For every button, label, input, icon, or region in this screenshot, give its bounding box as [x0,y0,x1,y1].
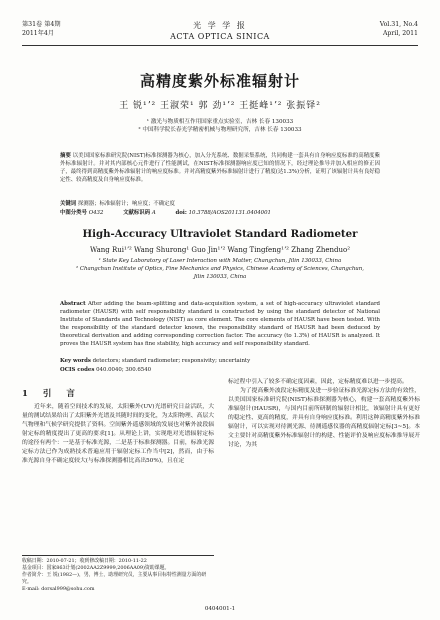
keywords-zh [60,200,380,208]
journal-name-en: ACTA OPTICA SINICA [170,32,270,41]
authors-zh: 王 锐¹ʼ² 王淑荣¹ 郭 劲¹ʼ² 王挺峰¹ʼ² 张振铎² [119,101,321,111]
journal-name-zh: 光 学 学 报 [193,21,247,30]
affiliation-en-1: ¹ State Key Laboratory of Laser Interaction with Matter, Changchun, Jilin 130033, China [98,258,342,264]
affiliation-zh-1: ¹ 激光与物质相互作用国家重点实验室，吉林 长春 130033 [146,119,294,125]
clc-label: 中图分类号 [60,210,87,216]
section-title-introduction: 1 引 言 [22,389,81,399]
classification-row [60,209,380,217]
keywords-zh-label: 关键词 [60,201,77,207]
intro-paragraph-2: 为了提高紫外波段定标精度及进一步验证标准光源定标方法的有效性，以美国国家标准研究院(NIST)标准探测器为核心，构建一套高精度紫外标准辐射计(HAUSR)，与国内目前所研制的辐射计相比，该辐射计具有更好的稳定性、更高的精度，并具有自身响应度标准。利用这种高精度紫外标准辐射计，可以实现对待测光源、待测遥感仪器的高精度辐射定标[3~5]。本文主要针对高精度紫外标准辐射计的构建、性能评价及响应度标准推导展开讨论，为其 [228,388,420,448]
doc-code-value: A [151,210,156,216]
header-volume-en: Vol.31, No.4 [379,21,418,28]
doi-value: 10.3788/AOS201131.0404001 [188,210,271,216]
header-date-zh: 2011年4月 [22,30,55,37]
affiliation-zh-2: ² 中国科学院长春光学精密机械与物理研究所，吉林 长春 130033 [138,127,302,133]
intro-paragraph-1: 近年来，随着空间技术的发展，太阳紫外(UV)光谱研究日益活跃，大量的测试结果给出了太阳紫外光谱及其随时间的变化，为太阳物理、高层大气物理和气候学研究提供了资料。空间紫外遥感领域的发展也对紫外波段辐射定标的精度提出了更高的要求[1]。从理论上讲，实现绝对光谱辐射定标的途径有两个：一是基于标准光源，二是基于标准探测器。目前，标准光源定标方法已作为成熟技术普遍应用于辐射定标工作当中[2]，然而，由于标准光源自身不确定度较大(与标准探测器相比高出50%)，且在定 [22,404,214,464]
abstract-zh [60,152,380,184]
keywords-en [60,357,380,365]
affiliations-zh [0,118,440,134]
ocis-label: OCIS codes [60,367,95,373]
ocis-codes [60,366,380,374]
abstract-en-text: After adding the beam-splitting and data-acquisition system, a set of high-accuracy ultraviolet standard radiometer (HAUSR) with self responsibility standard is constructed by using the standard detector of National Institute of Standards and Technology (NIST) as core element. The core elements of HAUSR have been tested. With the responsibility of the standard detector known, the responsibility standard of HAUSR had been deduced by theoretical derivation and adding corresponding correction factor. The accuracy (to 1.3%) of HAUSR is analyzed. It proves the HAUSR system has fine stability, high accuracy and self responsibility standard. [60,301,380,347]
paper-title-en: High-Accuracy Ultraviolet Standard Radiometer [82,228,358,240]
running-header [22,20,418,46]
abstract-zh-label: 摘要 [60,153,71,159]
footnote-funding: 基金项目：国家863计划(2002AA2Z9999,2006AA09)资助课题。 [22,565,170,571]
keywords-en-label: Key words [60,358,91,364]
column-right [228,378,420,450]
abstract-zh-text: 以美国国家标准研究院(NIST)标准探测器为核心，加入分光系统、数据采集系统，共同构建一套具有自身响应度标准的高精度紫外标准辐射计。并对其内部核心元件进行了性能测试，在NIST标准探测器响应度已知的情况下，经过理论推导并加入相应的修正因子，最终得到高精度紫外标准辐射计的响应度标准。并对高精度紫外标准辐射计进行了精度(达1.3%)分析，证明了该辐射计具有良好稳定性、较高精度及自身响应度标准。 [60,153,380,183]
affiliations-en [72,257,368,281]
header-center [22,20,418,42]
header-date-en: April, 2011 [382,30,418,37]
authors-en: Wang Rui¹ʼ² Wang Shurong¹ Guo Jin¹ʼ² Wang Tingfeng¹ʼ² Zhang Zhenduo² [89,246,351,254]
abstract-en [60,300,380,348]
paper-title-zh: 高精度紫外标准辐射计 [139,72,300,90]
doc-code-label: 文献标识码 [123,210,151,216]
header-volume-issue: 第31卷 第4期 [22,21,61,28]
footnote-received: 收稿日期：2010-07-21；收到修改稿日期：2010-11-22 [22,558,147,564]
footnote-author-bio: 作者简介：王 锐(1982—)，男，博士，助理研究员，主要从事目标特性测量方面的研究。 [22,572,207,585]
keywords-zh-text: 探测器；标准辐射计；响应度；不确定度 [77,201,175,207]
affiliation-en-2: ² Changchun Institute of Optics, Fine Mechanics and Physics, Chinese Academy of Sciences, Changchun, Jilin 130033, China [76,266,364,280]
abstract-en-label: Abstract [60,301,86,307]
page-number: 0404001-1 [204,606,236,612]
footnotes [22,555,214,593]
column-left [22,390,214,466]
clc-value: O432 [88,210,104,216]
doi-label: doi: [175,210,187,216]
header-right [380,20,418,38]
footnote-email: E-mail: dorsal999@sohu.com [22,586,95,592]
keywords-en-text: detectors; standard radiometer; responsivity; uncertainty [92,358,251,364]
intro-continuation: 标过程中引入了较多不确定度因素，因此，定标精度难以进一步提高。 [228,379,408,385]
ocis-text: 040.0040; 300.6540 [96,367,152,373]
